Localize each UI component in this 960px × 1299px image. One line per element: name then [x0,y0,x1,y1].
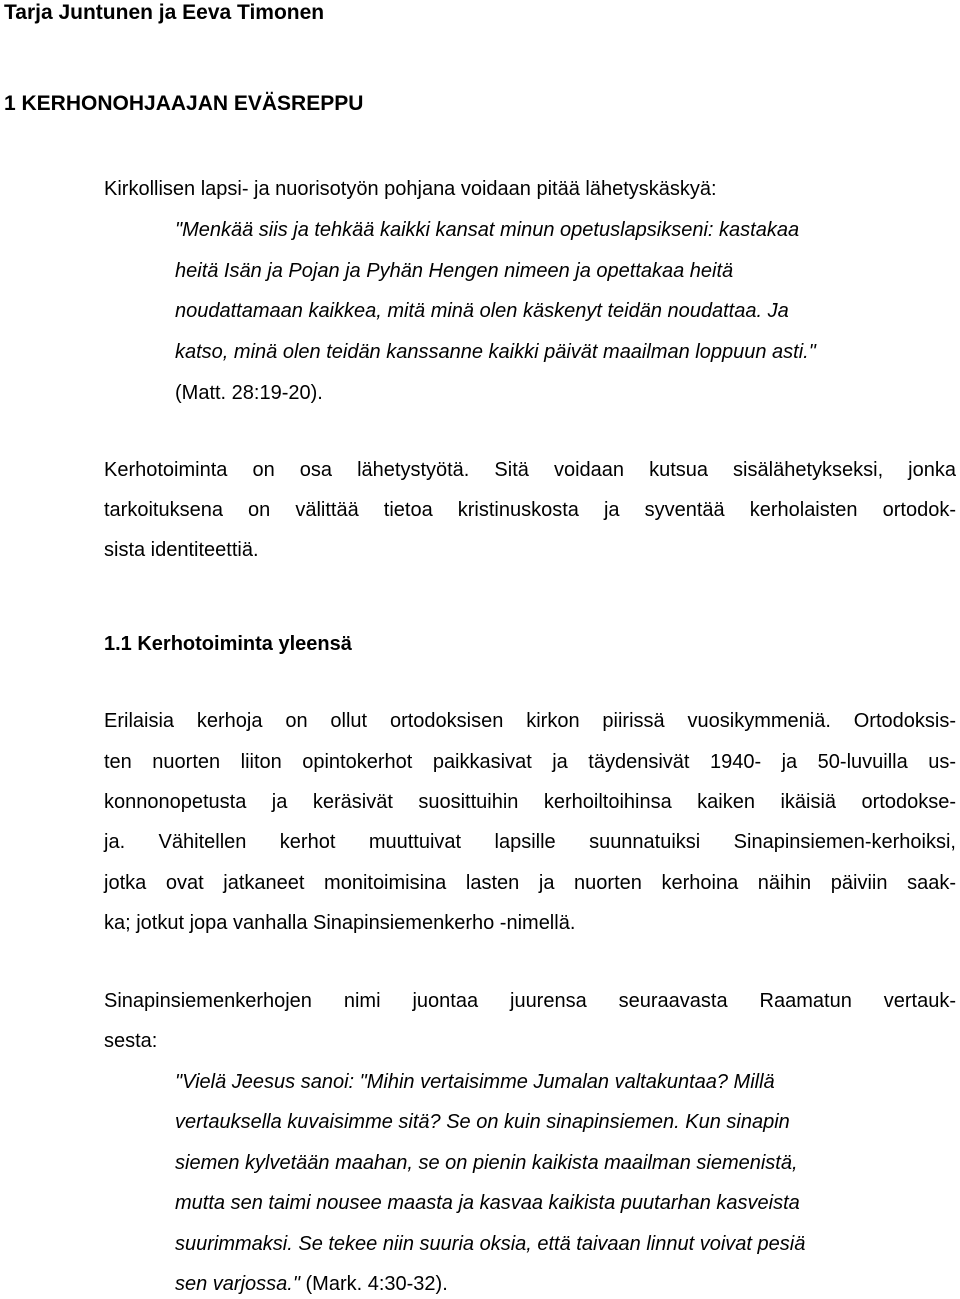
great-commission-reference: (Matt. 28:19-20). [175,382,323,404]
great-commission-quote-line: heitä Isän ja Pojan ja Pyhän Hengen nimeen ja opettakaa heitä [175,260,734,282]
paragraph-line: ka; jotkut jopa vanhalla Sinapinsiemenkerho -nimellä. [104,912,576,934]
parable-last-line [175,1271,448,1297]
paragraph-line: Kerhotoiminta on osa lähetystyötä. Sitä voidaan kutsua sisälähetykseksi, jonka [104,459,956,481]
great-commission-quote-line: noudattamaan kaikkea, mitä minä olen käskenyt teidän noudattaa. Ja [175,300,789,322]
intro-lead: Kirkollisen lapsi- ja nuorisotyön pohjana voidaan pitää lähetyskäskyä: [104,178,717,200]
paragraph-line: konnonopetusta ja keräsivät suosittuihin kerhoiltoihinsa kaiken ikäisiä ortodokse- [104,791,956,813]
paragraph-line: sesta: [104,1030,158,1052]
paragraph-line: ten nuorten liiton opintokerhot paikkasivat ja täydensivät 1940- ja 50-luvuilla us- [104,751,956,773]
paragraph-line: Sinapinsiemenkerhojen nimi juontaa juurensa seuraavasta Raamatun vertauk- [104,990,956,1012]
document-authors: Tarja Juntunen ja Eeva Timonen [4,1,325,24]
chapter-title: 1 KERHONOHJAAJAN EVÄSREPPU [4,92,364,115]
paragraph-line: tarkoituksena on välittää tietoa kristinuskosta ja syventää kerholaisten ortodok- [104,499,956,521]
parable-quote-line: suurimmaksi. Se tekee niin suuria oksia, että taivaan linnut voivat pesiä [175,1233,806,1255]
parable-quote-line: mutta sen taimi nousee maasta ja kasvaa kaikista puutarhan kasveista [175,1192,800,1214]
paragraph-line: sista identiteettiä. [104,539,259,561]
paragraph-line: ja. Vähitellen kerhot muuttuivat lapsille suunnatuiksi Sinapinsiemen-kerhoiksi, [104,831,956,853]
parable-reference: (Mark. 4:30-32). [299,1273,448,1295]
parable-quote-line: vertauksella kuvaisimme sitä? Se on kuin sinapinsiemen. Kun sinapin [175,1111,790,1133]
paragraph-line: jotka ovat jatkaneet monitoimisina lasten ja nuorten kerhoina näihin päiviin saak- [104,872,956,894]
parable-quote-end: sen varjossa." [175,1273,300,1295]
great-commission-quote-line: katso, minä olen teidän kanssanne kaikki päivät maailman loppuun asti." [175,341,816,363]
section-title: 1.1 Kerhotoiminta yleensä [104,633,352,655]
paragraph-line: Erilaisia kerhoja on ollut ortodoksisen kirkon piirissä vuosikymmeniä. Ortodoksis- [104,710,956,732]
parable-quote-line: siemen kylvetään maahan, se on pienin kaikista maailman siemenistä, [175,1152,798,1174]
parable-quote-line: "Vielä Jeesus sanoi: "Mihin vertaisimme Jumalan valtakuntaa? Millä [175,1071,775,1093]
great-commission-quote-line: "Menkää siis ja tehkää kaikki kansat minun opetuslapsikseni: kastakaa [175,219,800,241]
